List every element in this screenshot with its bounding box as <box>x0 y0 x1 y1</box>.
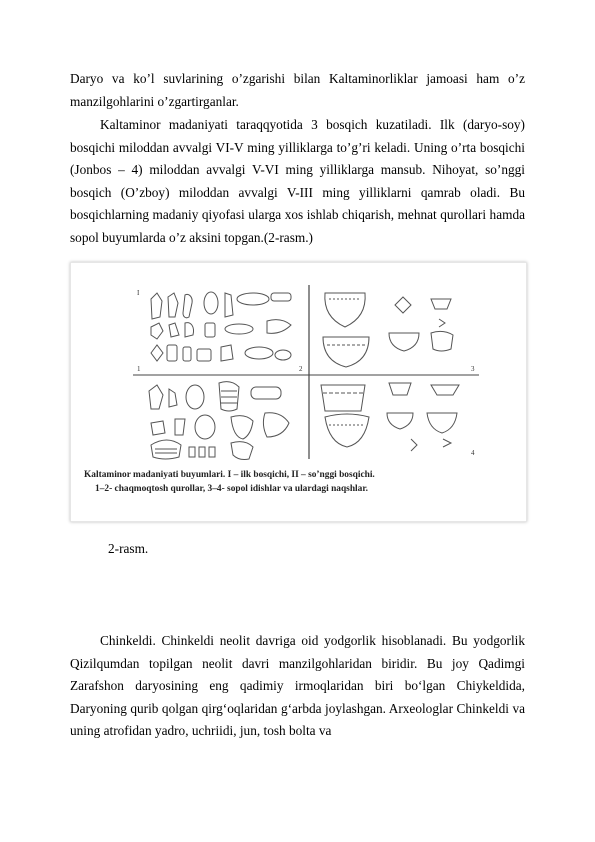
paragraph-3 <box>70 630 525 743</box>
panel-label-I: I <box>137 289 140 297</box>
paragraph-1: Daryo va ko’l suvlarining o’zgarishi bilan Kaltaminorliklar jamoasi ham o’z manzilgohlarini o’zgartirganlar. <box>70 71 525 109</box>
paragraph-3-text: Chinkeldi. Chinkeldi neolit davriga oid yodgorlik hisoblanadi. Bu yodgorlik Qizilqumdan topilgan neolit davri manzilgohlaridan biridir. Bu joy Qadimgi Zarafshon daryosining eng qadimiy irmoqlaridan biri bo‘lgan Chiykeldida, Daryoning qurib qolgan qirg‘oqlaridan g‘arbda joylashgan. Arxeologlar Chinkeldi va uning atrofidan yadro, uchriidi, jun, tosh bolta va <box>70 633 525 739</box>
panel-label-1: 1 <box>137 365 141 373</box>
paragraph-2 <box>70 114 525 250</box>
figure-kaltaminor-artifacts <box>70 262 527 522</box>
panel-label-2: 2 <box>299 365 303 373</box>
figure-caption-line-1: Kaltaminor madaniyati buyumlari. I – ilk bosqichi, II – so’nggi bosqichi. <box>84 470 375 480</box>
figure-caption-line-2: 1–2- chaqmoqtosh qurollar, 3–4- sopol idishlar va ulardagi naqshlar. <box>95 484 368 494</box>
figure-label: 2-rasm. <box>108 541 149 556</box>
panel-label-3: 3 <box>471 365 475 373</box>
paragraph-2-text: Kaltaminor madaniyati taraqqyotida 3 bosqich kuzatiladi. Ilk (daryo-soy) bosqichi miloddan avvalgi VI-V ming yilliklarga to’g’ri keladi. Uning o’rta bosqichi (Jonbos – 4) miloddan avvalgi V-VI ming yilliklarga mansub. Nihoyat, so’nggi bosqich (O’zboy) miloddan avvalgi V-III ming yilliklarni qamrab oladi. Bu bosqichlarning madaniy qiyofasi ularga xos ishlab chiqarish, mehnat qurollari hamda sopol buyumlarda o’z aksini topgan.(2-rasm.) <box>70 117 525 245</box>
panel-label-4: 4 <box>471 449 475 457</box>
